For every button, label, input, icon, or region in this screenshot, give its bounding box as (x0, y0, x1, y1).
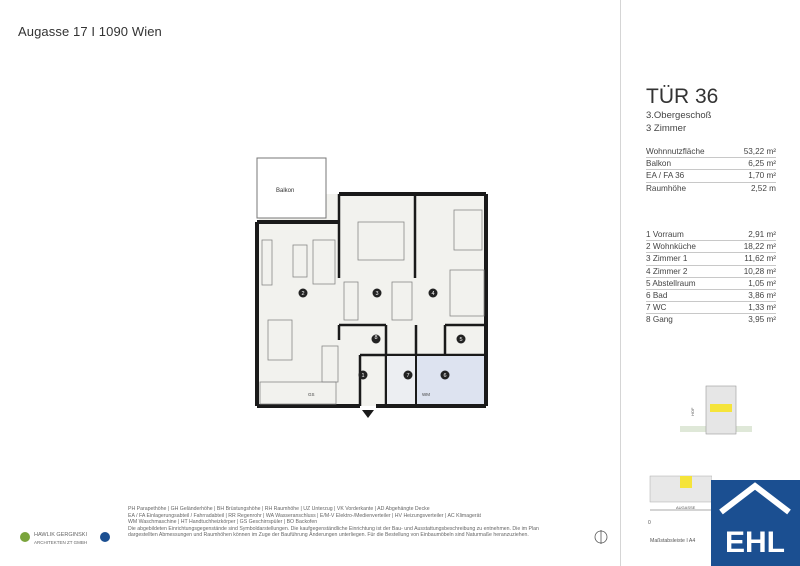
room-row: 8 Gang 3,95 m² (646, 315, 776, 325)
unit-floor: 3.Obergeschoß (646, 110, 712, 121)
ehl-house-icon (711, 480, 800, 566)
room-row: 2 Wohnküche 18,22 m² (646, 241, 776, 253)
site-map (648, 470, 712, 525)
area-row: Raumhöhe 2,52 m (646, 183, 776, 193)
room-number-4: 4 (431, 291, 435, 297)
room-row: 1 Vorraum 2,91 m² (646, 229, 776, 241)
room-number-1: 1 (361, 373, 365, 379)
area-row: Wohnnutzfläche 53,22 m² (646, 146, 776, 158)
room-number-8: 8 (374, 335, 378, 341)
room-number-7: 7 (406, 373, 410, 379)
north-arrow-icon (592, 528, 610, 546)
balcony-label: Balkon (276, 188, 295, 194)
area-row: Balkon 6,25 m² (646, 158, 776, 170)
room-row: 5 Abstellraum 1,05 m² (646, 278, 776, 290)
wm-label: WM (422, 392, 430, 397)
architect-subname: ARCHITEKTEN ZT GMBH (34, 540, 88, 545)
unit-rooms: 3 Zimmer (646, 123, 687, 134)
divider-line (620, 0, 621, 566)
ehl-logo-text: EHL (725, 526, 785, 559)
partner-logo-icon (100, 532, 110, 542)
room-number-2: 2 (301, 291, 305, 297)
gs-label: GS (308, 392, 315, 397)
building-locator-map (676, 380, 756, 440)
area-table (646, 146, 776, 194)
room-row: 6 Bad 3,86 m² (646, 290, 776, 302)
street-label: AUGASSE (676, 505, 696, 510)
floor-plan (240, 150, 500, 420)
legend-text: PH Parapethöhe | GH Geländerhöhe | BH Brüstungshöhe | RH Raumhöhe | UZ Unterzug | VK Vorderkante | AD Abgehängte Decke EA / FA Einlagerungsabteil / Fahrradabteil | RR Regenrohr | WA Wasseranschluss | E/M-V Elektro-/Medienverteiler | HV Heizungsverteiler | AC Klimagerät WM Waschmaschine | HT Handtuchheizkörper | GS Geschirrspüler | BO Backofen Die abgebildeten Einrichtungsgegenstände sind Symboldarstellungen. Die kaufgegenständliche Einrichtung ist der Bau- und Ausstattungsbeschreibung zu entnehmen. Die im Plan dargestellten Abmessungen und Raumhöhen können im Zuge der Bauführung Änderungen unterliegen. Für die Bestellung von Einbaumöbeln sind Naturmaße heranzuziehen. (128, 506, 539, 539)
room-number-6: 6 (443, 373, 447, 379)
hof-label: HOF (690, 407, 695, 416)
unit-title: TÜR 36 (646, 85, 719, 108)
room-row: 7 WC 1,33 m² (646, 302, 776, 314)
room-table (646, 229, 776, 326)
address-header: Augasse 17 I 1090 Wien (18, 24, 162, 39)
room-row: 4 Zimmer 2 10,28 m² (646, 266, 776, 278)
architect-name: HAWLIK GERGINSKI (34, 532, 87, 538)
room-number-3: 3 (375, 291, 379, 297)
room-number-5: 5 (459, 337, 463, 343)
ehl-logo (711, 480, 800, 566)
room-row: 3 Zimmer 1 11,62 m² (646, 253, 776, 265)
architect-logo-icon (20, 532, 30, 542)
scale-label: Maßstabsleiste I A4 (650, 538, 696, 544)
scale-zero: 0 (648, 520, 651, 525)
area-row: EA / FA 36 1,70 m² (646, 170, 776, 182)
entrance-arrow (362, 410, 374, 418)
